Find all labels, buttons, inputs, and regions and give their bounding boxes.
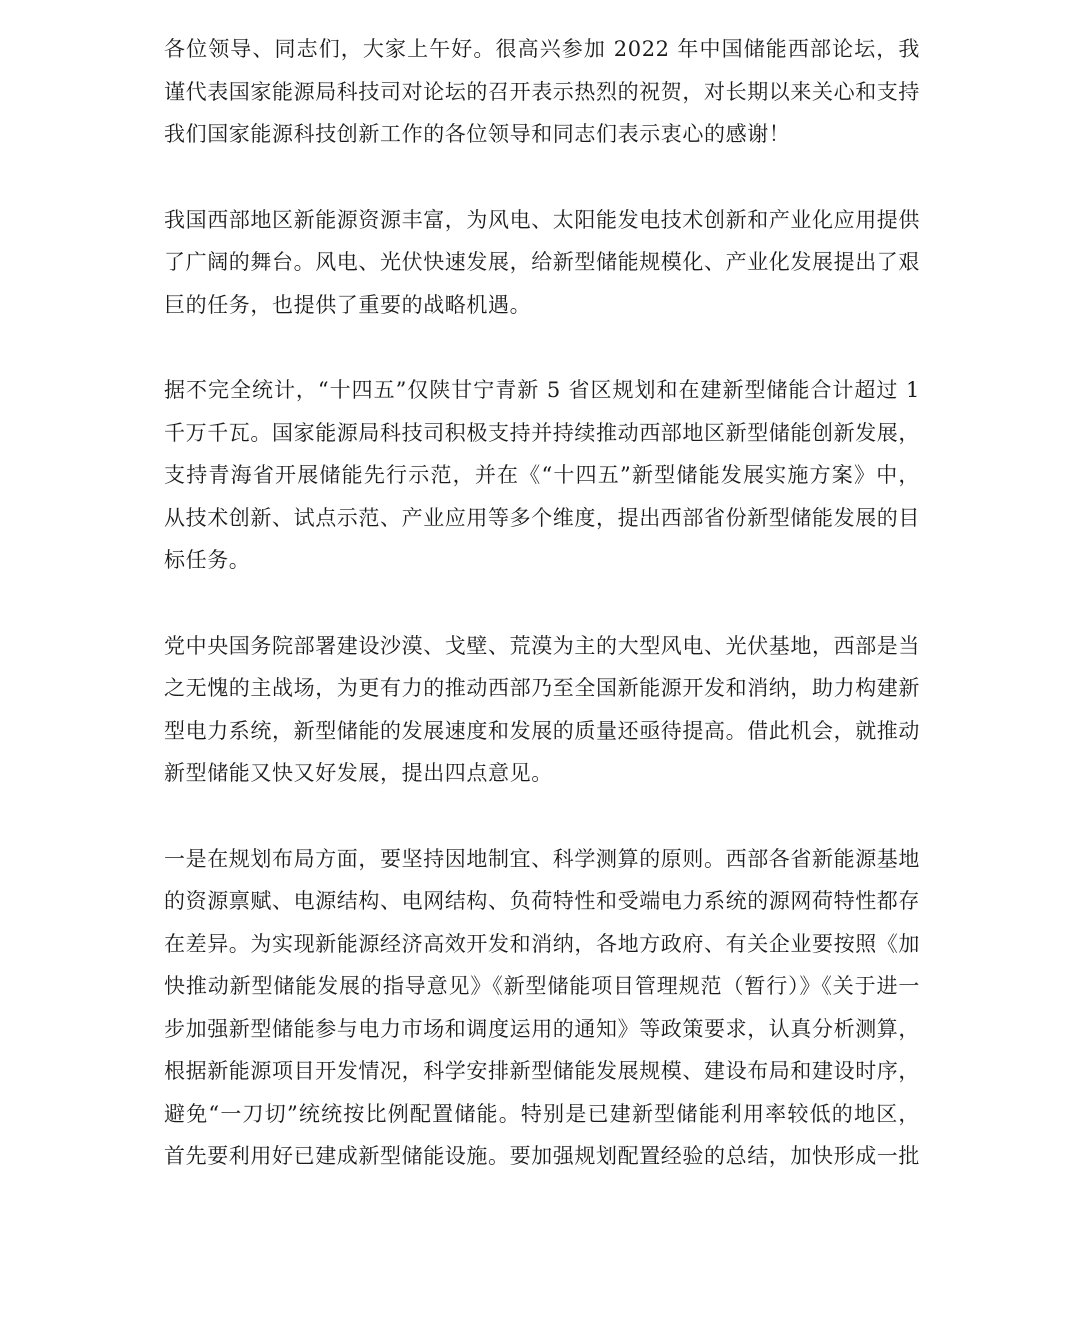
paragraph-central-deployment: 党中央国务院部署建设沙漠、戈壁、荒漠为主的大型风电、光伏基地，西部是当之无愧的主战场，为更有力的推动西部乃至全国新能源开发和消纳，助力构建新型电力系统，新型储能的发展速度和发展的质量还亟待提高。借此机会，就推动新型储能又快又好发展，提出四点意见。	[164, 633, 920, 785]
paragraph-planning-layout: 一是在规划布局方面，要坚持因地制宜、科学测算的原则。西部各省新能源基地的资源禀赋、电源结构、电网结构、负荷特性和受端电力系统的源网荷特性都存在差异。为实现新能源经济高效开发和消纳，各地方政府、有关企业要按照《加快推动新型储能发展的指导意见》《新型储能项目管理规范（暂行）》《关于进一步加强新型储能参与电力市场和调度运用的通知》等政策要求，认真分析测算，根据新能源项目开发情况，科学安排新型储能发展规模、建设布局和建设时序，避免“一刀切”统统按比例配置储能。特别是已建新型储能利用率较低的地区，首先要利用好已建成新型储能设施。要加强规划配置经验的总结，加快形成一批	[164, 846, 920, 1168]
paragraph-western-resources: 我国西部地区新能源资源丰富，为风电、太阳能发电技术创新和产业化应用提供了广阔的舞台。风电、光伏快速发展，给新型储能规模化、产业化发展提出了艰巨的任务，也提供了重要的战略机遇。	[164, 207, 920, 317]
paragraph-statistics: 据不完全统计，“十四五”仅陕甘宁青新 5 省区规划和在建新型储能合计超过 1 千万千瓦。国家能源局科技司积极支持并持续推动西部地区新型储能创新发展，支持青海省开展储能先行示范，并在《“十四五”新型储能发展实施方案》中，从技术创新、试点示范、产业应用等多个维度，提出西部省份新型储能发展的目标任务。	[164, 378, 920, 572]
paragraph-greeting: 各位领导、同志们，大家上午好。很高兴参加 2022 年中国储能西部论坛，我谨代表国家能源局科技司对论坛的召开表示热烈的祝贺，对长期以来关心和支持我们国家能源科技创新工作的各位领导和同志们表示衷心的感谢！	[164, 37, 920, 146]
speech-text	[164, 28, 920, 1178]
